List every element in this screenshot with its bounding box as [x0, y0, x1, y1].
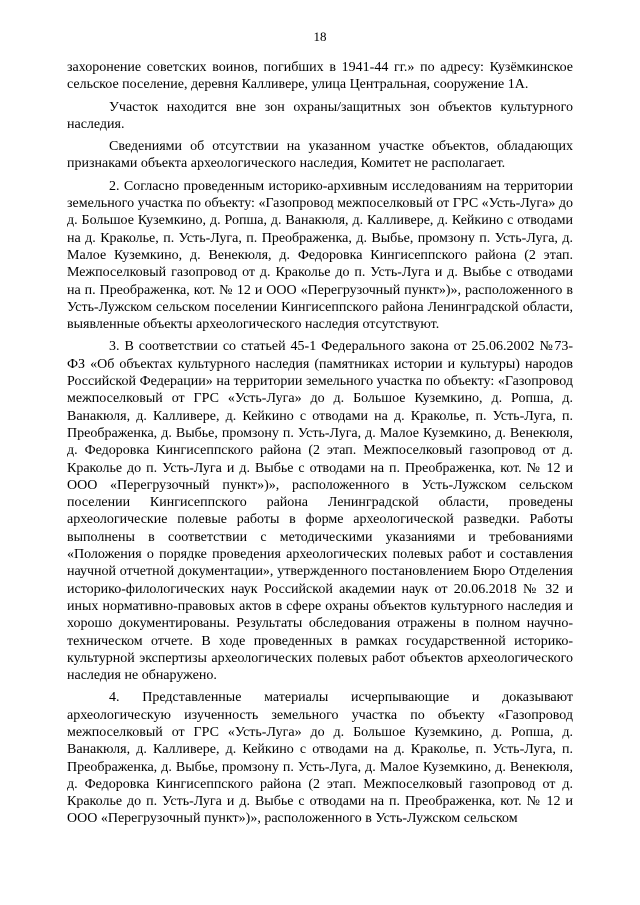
document-body: [67, 59, 573, 833]
paragraph-committee-info: Сведениями об отсутствии на указанном участке объектов, обладающих признаками объекта археологического наследия, Комитет не располагает.: [67, 139, 573, 172]
paragraph-point-2: 2. Согласно проведенным историко-архивным исследованиям на территории земельного участка по объекту: «Газопровод межпоселковый от ГРС «Усть-Луга» до д. Большое Куземкино, д. Ропша, д. Ванакюля, д. Калливере, д. Кейкино с отводами на д. Краколье, п. Усть-Луга, п. Преображенка, д. Выбье, промзону п. Усть-Луга, д. Малое Куземкино, д. Венекюля, д. Федоровка Кингисеппского района (2 этап. Межпоселковый газопровод от д. Краколье до п. Усть-Луга и д. Выбье с отводами на п. Преображенка, кот. № 12 и ООО «Перегрузочный пункт»)», расположенного в Усть-Лужском сельском поселении Кингисеппского района Ленинградской области, выявленные объекты археологического наследия отсутствуют.: [67, 178, 574, 333]
paragraph-point-3: 3. В соответствии со статьей 45-1 Федерального закона от 25.06.2002 №73-ФЗ «Об объектах культурного наследия (памятниках истории и культуры) народов Российской Федерации» на территории земельного участка по объекту: «Газопровод межпоселковый от ГРС «Усть-Луга» до д. Большое Куземкино, д. Ропша, д. Ванакюля, д. Калливере, д. Кейкино с отводами на д. Краколье, п. Усть-Луга, п. Преображенка, д. Выбье, промзону п. Усть-Луга, д. Малое Куземкино, д. Венекюля, д. Федоровка Кингисеппского района (2 этап. Межпоселковый газопровод от д. Краколье до п. Усть-Луга и д. Выбье с отводами на п. Преображенка, кот. № 12 и ООО «Перегрузочный пункт»)», расположенного в Усть-Лужском сельском поселении Кингисеппского района Ленинградской области, проведены археологические полевые работы в форме археологической разведки. Работы выполнены в соответствии с методическими указаниями и требованиями «Положения о порядке проведения археологических полевых работ и составления научной отчетной документации», утвержденного постановлением Бюро Отделения историко-филологических наук Российской академии наук от 20.06.2018 № 32 и иных нормативно-правовых актов в сфере охраны объектов культурного наследия и хорошо документированы. Результаты обследования отражены в полном научно-техническом отчете. В ходе проведенных в рамках государственной историко-культурной экспертизы археологических полевых работ объектов археологического наследия не обнаружено.: [67, 339, 573, 684]
paragraph-continuation: захоронение советских воинов, погибших в 1941-44 гг.» по адресу: Кузёмкинское сельское поселение, деревня Калливере, улица Центральная, сооружение 1А.: [67, 60, 573, 93]
page-number: 18: [313, 29, 327, 44]
paragraph-protection-zones: Участок находится вне зон охраны/защитных зон объектов культурного наследия.: [67, 99, 573, 132]
paragraph-point-4: 4. Представленные материалы исчерпывающие и доказывают археологическую изученность земельного участка по объекту «Газопровод межпоселковый от ГРС «Усть-Луга» до д. Большое Куземкино, д. Ропша, д. Ванакюля, д. Калливере, д. Кейкино с отводами на д. Краколье, п. Усть-Луга, п. Преображенка, д. Выбье, промзону п. Усть-Луга, д. Малое Куземкино, д. Венекюля, д. Федоровка Кингисеппского района (2 этап. Межпоселковый газопровод от д. Краколье до п. Усть-Луга и д. Выбье с отводами на п. Преображенка, кот. № 12 и ООО «Перегрузочный пункт»)», расположенного в Усть-Лужском сельском: [67, 690, 573, 827]
